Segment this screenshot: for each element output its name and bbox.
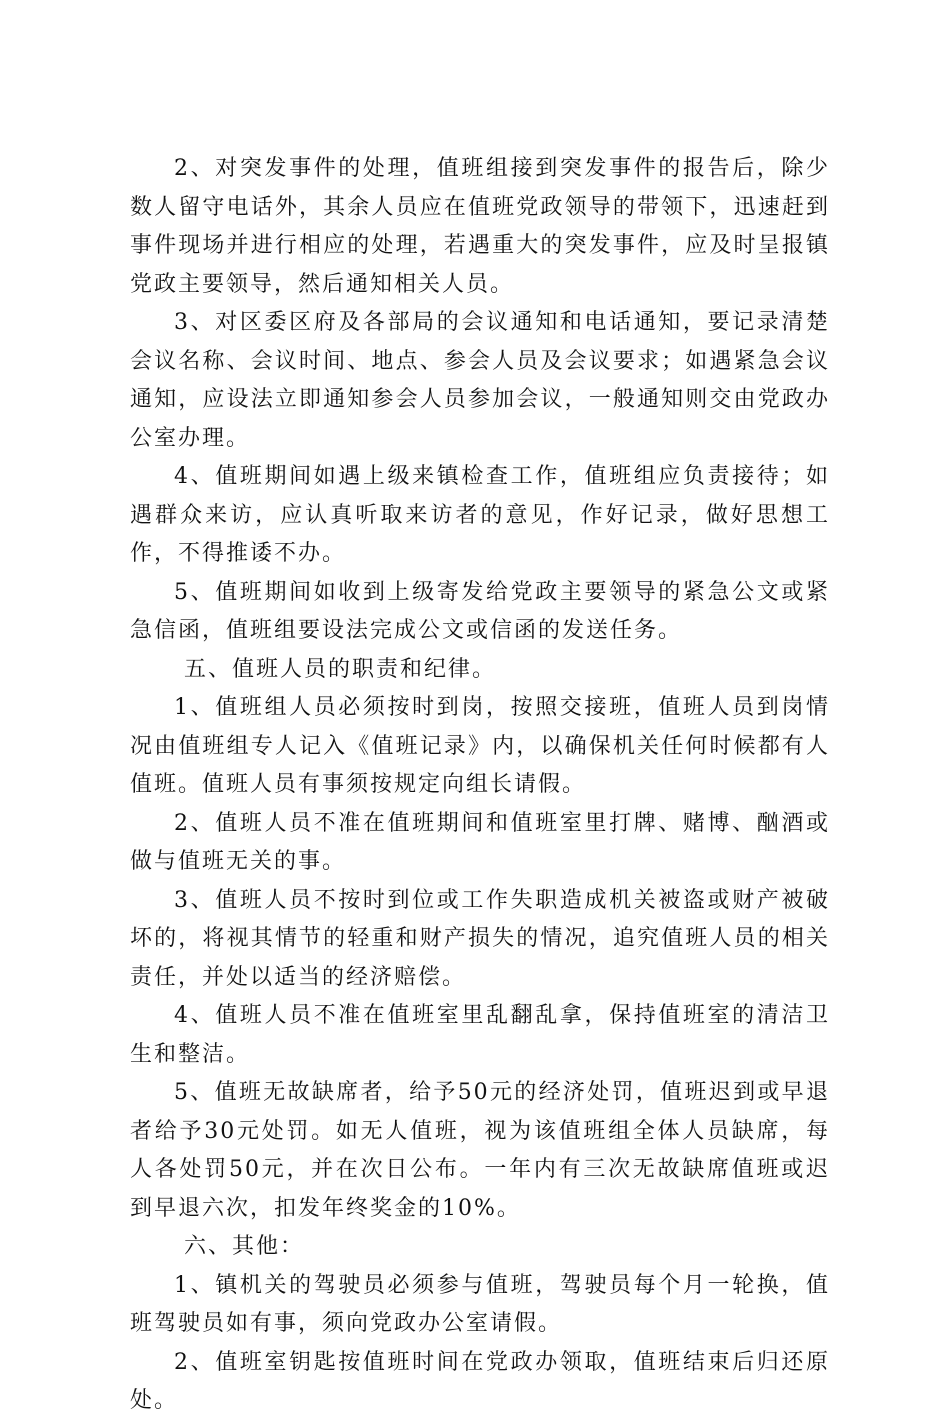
section-heading-six: 六、其他： xyxy=(184,1234,305,1259)
paragraph-other-1-drivers: 1、镇机关的驾驶员必须参与值班，驾驶员每个月一轮换，值班驾驶员如有事，须向党政办公室请假。 xyxy=(130,1272,830,1336)
paragraph-duty-2-emergency: 2、对突发事件的处理，值班组接到突发事件的报告后，除少数人留守电话外，其余人员应在值班党政领导的带领下，迅速赶到事件现场并进行相应的处理，若遇重大的突发事件，应及时呈报镇党政主要领导，然后通知相关人员。 xyxy=(130,156,830,297)
paragraph-rule-4-cleanliness: 4、值班人员不准在值班室里乱翻乱拿，保持值班室的清洁卫生和整洁。 xyxy=(130,1003,830,1067)
paragraph-rule-2-prohibited: 2、值班人员不准在值班期间和值班室里打牌、赌博、酗酒或做与值班无关的事。 xyxy=(130,810,830,874)
paragraph-rule-5-penalty: 5、值班无故缺席者，给予50元的经济处罚，值班迟到或早退者给予30元处罚。如无人值班，视为该值班组全体人员缺席，每人各处罚50元，并在次日公布。一年内有三次无故缺席值班或迟到早退六次，扣发年终奖金的10%。 xyxy=(130,1080,830,1221)
paragraph-duty-5-documents: 5、值班期间如收到上级寄发给党政主要领导的紧急公文或紧急信函，值班组要设法完成公文或信函的发送任务。 xyxy=(130,579,830,643)
section-heading-five: 五、值班人员的职责和纪律。 xyxy=(184,656,497,682)
document-body xyxy=(130,150,830,1421)
paragraph-duty-3-meeting-notice: 3、对区委区府及各部局的会议通知和电话通知，要记录清楚会议名称、会议时间、地点、参会人员及会议要求；如遇紧急会议通知，应设法立即通知参会人员参加会议，一般通知则交由党政办公室办理。 xyxy=(130,310,830,451)
paragraph-rule-3-liability: 3、值班人员不按时到位或工作失职造成机关被盗或财产被破坏的，将视其情节的轻重和财产损失的情况，追究值班人员的相关责任，并处以适当的经济赔偿。 xyxy=(130,887,830,990)
paragraph-rule-1-on-time: 1、值班组人员必须按时到岗，按照交接班，值班人员到岗情况由值班组专人记入《值班记录》内，以确保机关任何时候都有人值班。值班人员有事须按规定向组长请假。 xyxy=(130,695,830,797)
paragraph-duty-4-inspection: 4、值班期间如遇上级来镇检查工作，值班组应负责接待；如遇群众来访，应认真听取来访者的意见，作好记录，做好思想工作，不得推诿不办。 xyxy=(130,464,830,566)
paragraph-other-2-keys: 2、值班室钥匙按值班时间在党政办领取，值班结束后归还原处。 xyxy=(130,1349,830,1413)
